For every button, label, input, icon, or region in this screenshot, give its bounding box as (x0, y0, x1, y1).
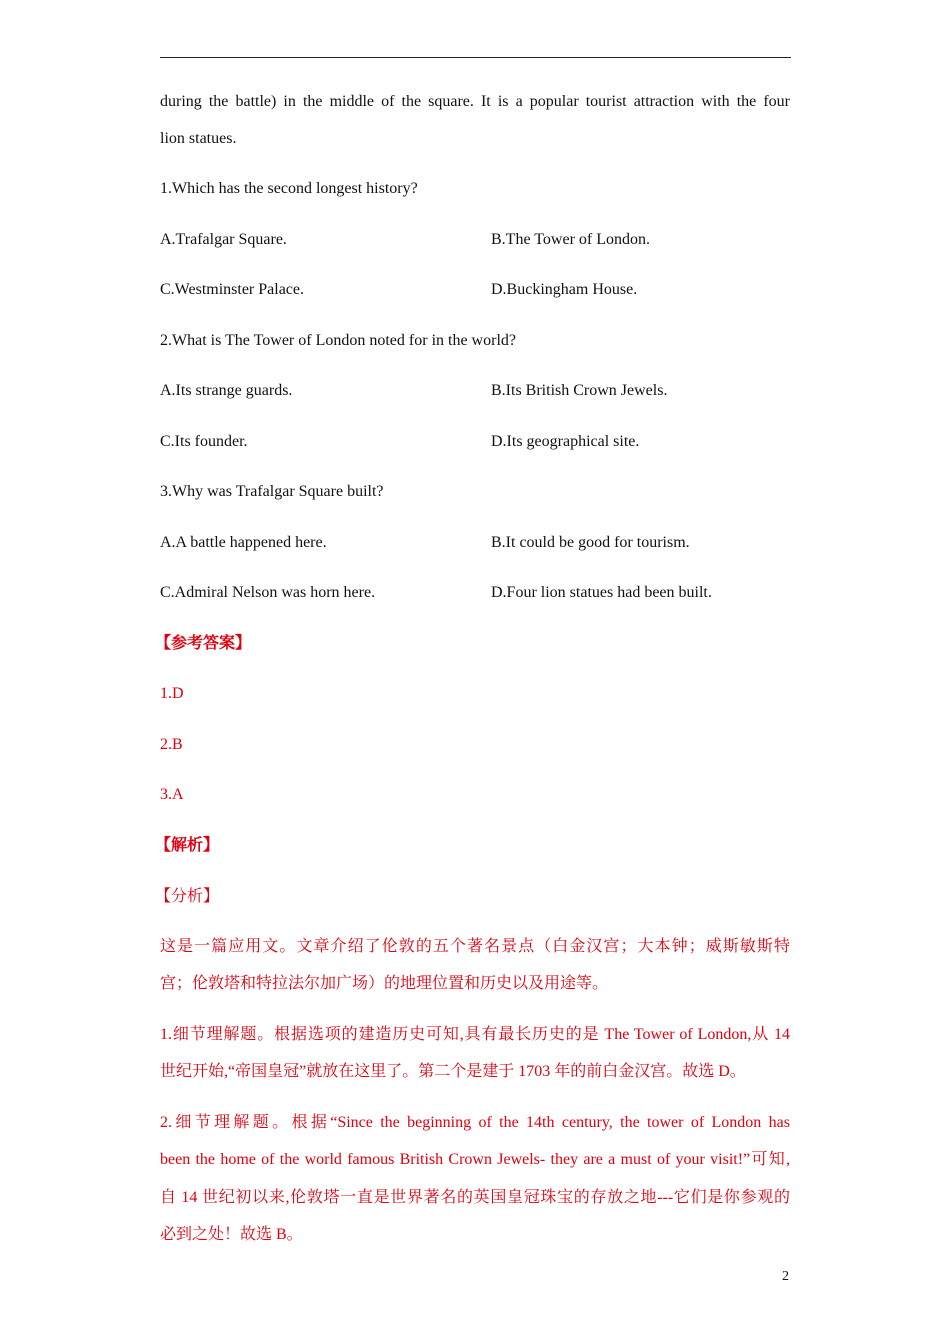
answer-item: 1.D (160, 685, 184, 702)
option-c: C.Admiral Nelson was horn here. (160, 584, 376, 601)
answer-item: 3.A (160, 786, 184, 803)
option-a: A.Trafalgar Square. (160, 231, 287, 248)
analysis-text: 这是一篇应用文。文章介绍了伦敦的五个著名景点（白金汉宫；大本钟；威斯敏斯特 (160, 938, 790, 955)
answer-item: 2.B (160, 736, 183, 753)
q2-explanation: 2.细节理解题。根据“Since the beginning of the 14th century, the tower of London has (160, 1114, 790, 1131)
question-stem: 1.Which has the second longest history? (160, 180, 418, 197)
passage-line: lion statues. (160, 130, 237, 147)
question-stem: 2.What is The Tower of London noted for in the world? (160, 332, 516, 349)
option-d: D.Four lion statues had been built. (491, 584, 712, 601)
option-a: A.A battle happened here. (160, 534, 327, 551)
option-d: D.Its geographical site. (491, 433, 640, 450)
analysis-text: 宫；伦敦塔和特拉法尔加广场）的地理位置和历史以及用途等。 (160, 975, 609, 992)
option-b: B.Its British Crown Jewels. (491, 382, 668, 399)
q1-explanation: 世纪开始,“帝国皇冠”就放在这里了。第二个是建于 1703 年的前白金汉宫。故选 D。 (160, 1063, 746, 1080)
q1-explanation: 1.细节理解题。根据选项的建造历史可知,具有最长历史的是 The Tower of London,从 14 (160, 1026, 790, 1043)
passage-line: during the battle) in the middle of the square. It is a popular tourist attraction with the four (160, 93, 790, 110)
question-stem: 3.Why was Trafalgar Square built? (160, 483, 384, 500)
q2-explanation: been the home of the world famous British Crown Jewels- they are a must of your visit!”可知, (160, 1151, 790, 1168)
explanation-heading: 【解析】 (155, 837, 220, 854)
analysis-subheading: 【分析】 (155, 888, 220, 905)
option-b: B.It could be good for tourism. (491, 534, 690, 551)
option-c: C.Westminster Palace. (160, 281, 305, 298)
q2-explanation: 自 14 世纪初以来,伦敦塔一直是世界著名的英国皇冠珠宝的存放之地---它们是你参观的 (160, 1189, 790, 1206)
option-d: D.Buckingham House. (491, 281, 638, 298)
option-c: C.Its founder. (160, 433, 248, 450)
page-number: 2 (782, 1269, 789, 1284)
option-b: B.The Tower of London. (491, 231, 650, 248)
answer-key-heading: 【参考答案】 (155, 635, 252, 652)
q2-explanation: 必到之处！故选 B。 (160, 1226, 303, 1243)
header-rule (160, 57, 791, 58)
option-a: A.Its strange guards. (160, 382, 293, 399)
